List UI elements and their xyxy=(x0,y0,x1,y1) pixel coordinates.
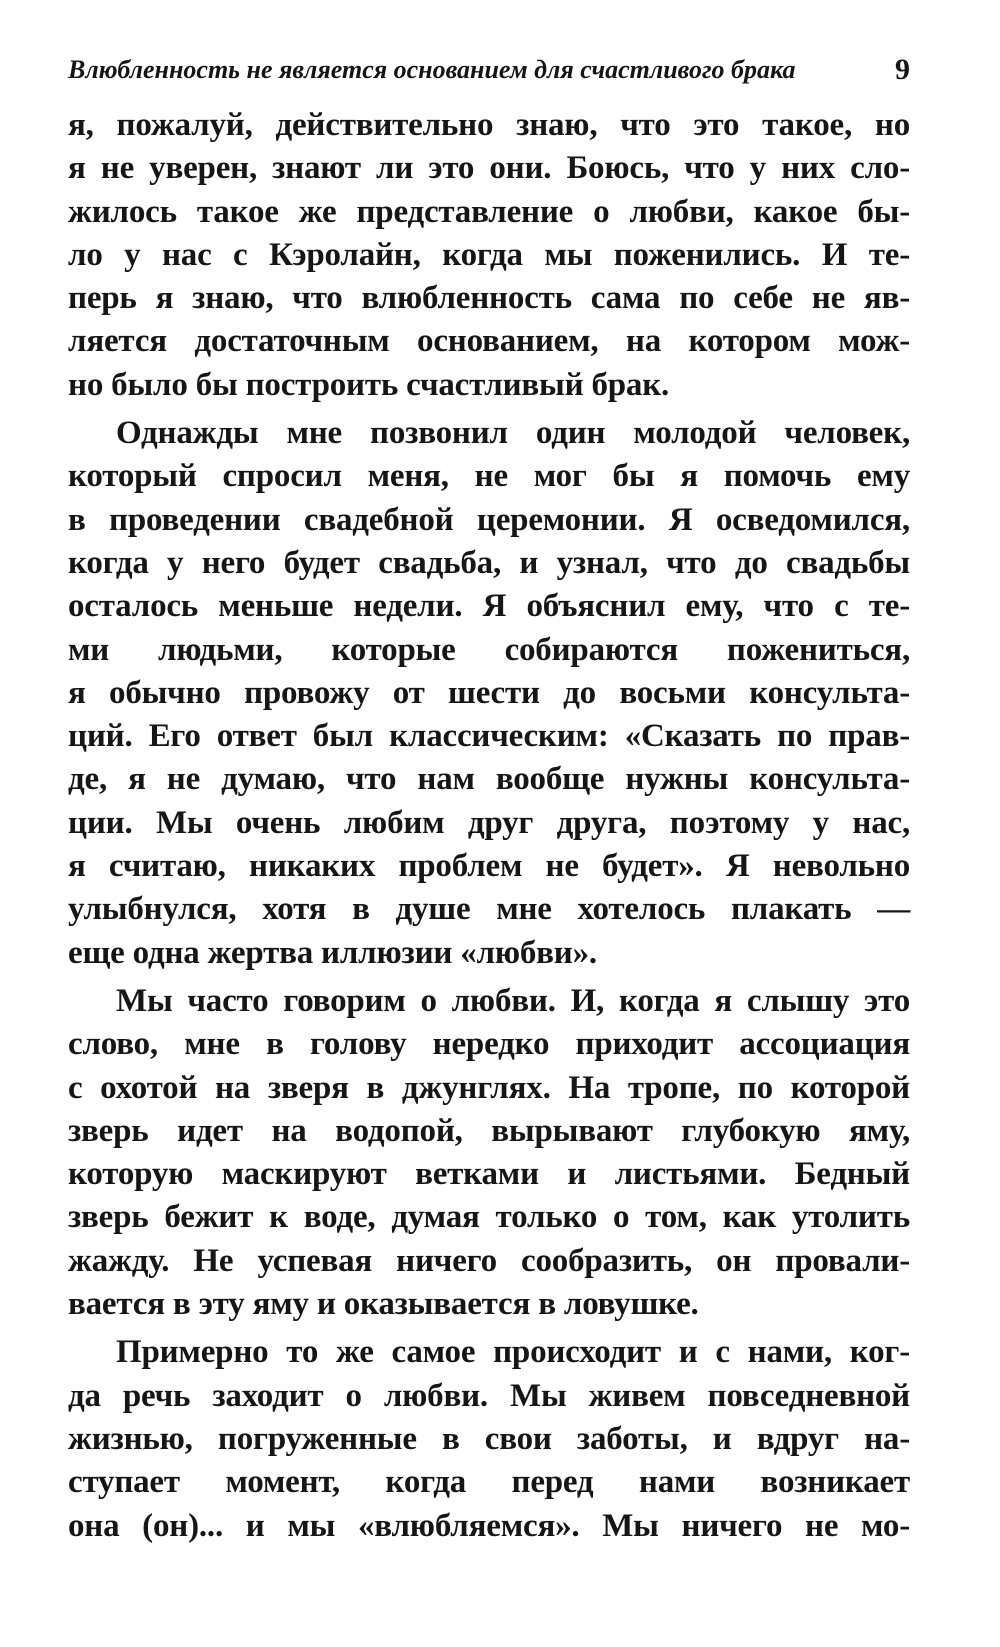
text-line: жилось такое же представление о любви, какое бы- xyxy=(68,193,910,230)
text-line: вается в эту яму и оказывается в ловушке. xyxy=(68,1286,699,1323)
text-line: ми людьми, которые собираются пожениться, xyxy=(68,631,910,668)
text-line: да речь заходит о любви. Мы живем повседневной xyxy=(68,1377,910,1414)
text-line: я обычно провожу от шести до восьми консульта- xyxy=(68,674,910,711)
body-text xyxy=(68,104,910,1553)
paragraph xyxy=(68,1331,910,1547)
running-header xyxy=(68,50,910,90)
text-line: я считаю, никаких проблем не будет». Я невольно xyxy=(68,848,910,885)
text-line: слово, мне в голову нередко приходит ассоциация xyxy=(68,1026,910,1063)
text-line: еще одна жертва иллюзии «любви». xyxy=(68,934,597,971)
text-line: который спросил меня, не мог бы я помочь ему xyxy=(68,458,910,495)
text-line: она (он)... и мы «влюбляемся». Мы ничего не мо- xyxy=(68,1507,910,1544)
text-line: в проведении свадебной церемонии. Я осведомился, xyxy=(68,501,910,538)
text-line: де, я не думаю, что нам вообще нужны консульта- xyxy=(68,761,910,798)
text-line: перь я знаю, что влюбленность сама по себе не яв- xyxy=(68,280,910,317)
paragraph xyxy=(68,104,910,407)
text-line: жажду. Не успевая ничего сообразить, он провали- xyxy=(68,1242,910,1279)
text-line: Примерно то же самое происходит и с нами, ког- xyxy=(116,1334,910,1371)
text-line: Однажды мне позвонил один молодой человек, xyxy=(116,415,910,452)
text-line: жизнью, погруженные в свои заботы, и вдруг на- xyxy=(68,1420,910,1457)
text-line: Мы часто говорим о любви. И, когда я слышу это xyxy=(116,982,910,1019)
text-line: ступает момент, когда перед нами возникает xyxy=(68,1464,910,1501)
text-line: ции. Мы очень любим друг друга, поэтому у нас, xyxy=(68,804,910,841)
running-title: Влюбленность не является основанием для счастливого брака xyxy=(68,55,796,84)
text-line: я не уверен, знают ли это они. Боюсь, что у них сло- xyxy=(68,150,910,187)
text-line: зверь идет на водопой, вырывают глубокую яму, xyxy=(68,1112,910,1149)
text-line: улыбнулся, хотя в душе мне хотелось плакать — xyxy=(68,891,910,928)
text-line: ций. Его ответ был классическим: «Сказать по прав- xyxy=(68,718,910,755)
text-line: ло у нас с Кэролайн, когда мы поженились. И те- xyxy=(68,236,910,273)
page-number: 9 xyxy=(895,53,910,86)
text-line: но было бы построить счастливый брак. xyxy=(68,366,670,403)
text-line: зверь бежит к воде, думая только о том, как утолить xyxy=(68,1199,910,1236)
text-line: когда у него будет свадьба, и узнал, что до свадьбы xyxy=(68,544,910,581)
text-line: которую маскируют ветками и листьями. Бедный xyxy=(68,1156,910,1193)
paragraph xyxy=(68,412,910,975)
text-line: с охотой на зверя в джунглях. На тропе, по которой xyxy=(68,1069,910,1106)
paragraph xyxy=(68,980,910,1326)
text-line: осталось меньше недели. Я объяснил ему, что с те- xyxy=(68,588,910,625)
text-line: я, пожалуй, действительно знаю, что это такое, но xyxy=(68,107,910,143)
text-line: ляется достаточным основанием, на котором мож- xyxy=(68,323,910,360)
